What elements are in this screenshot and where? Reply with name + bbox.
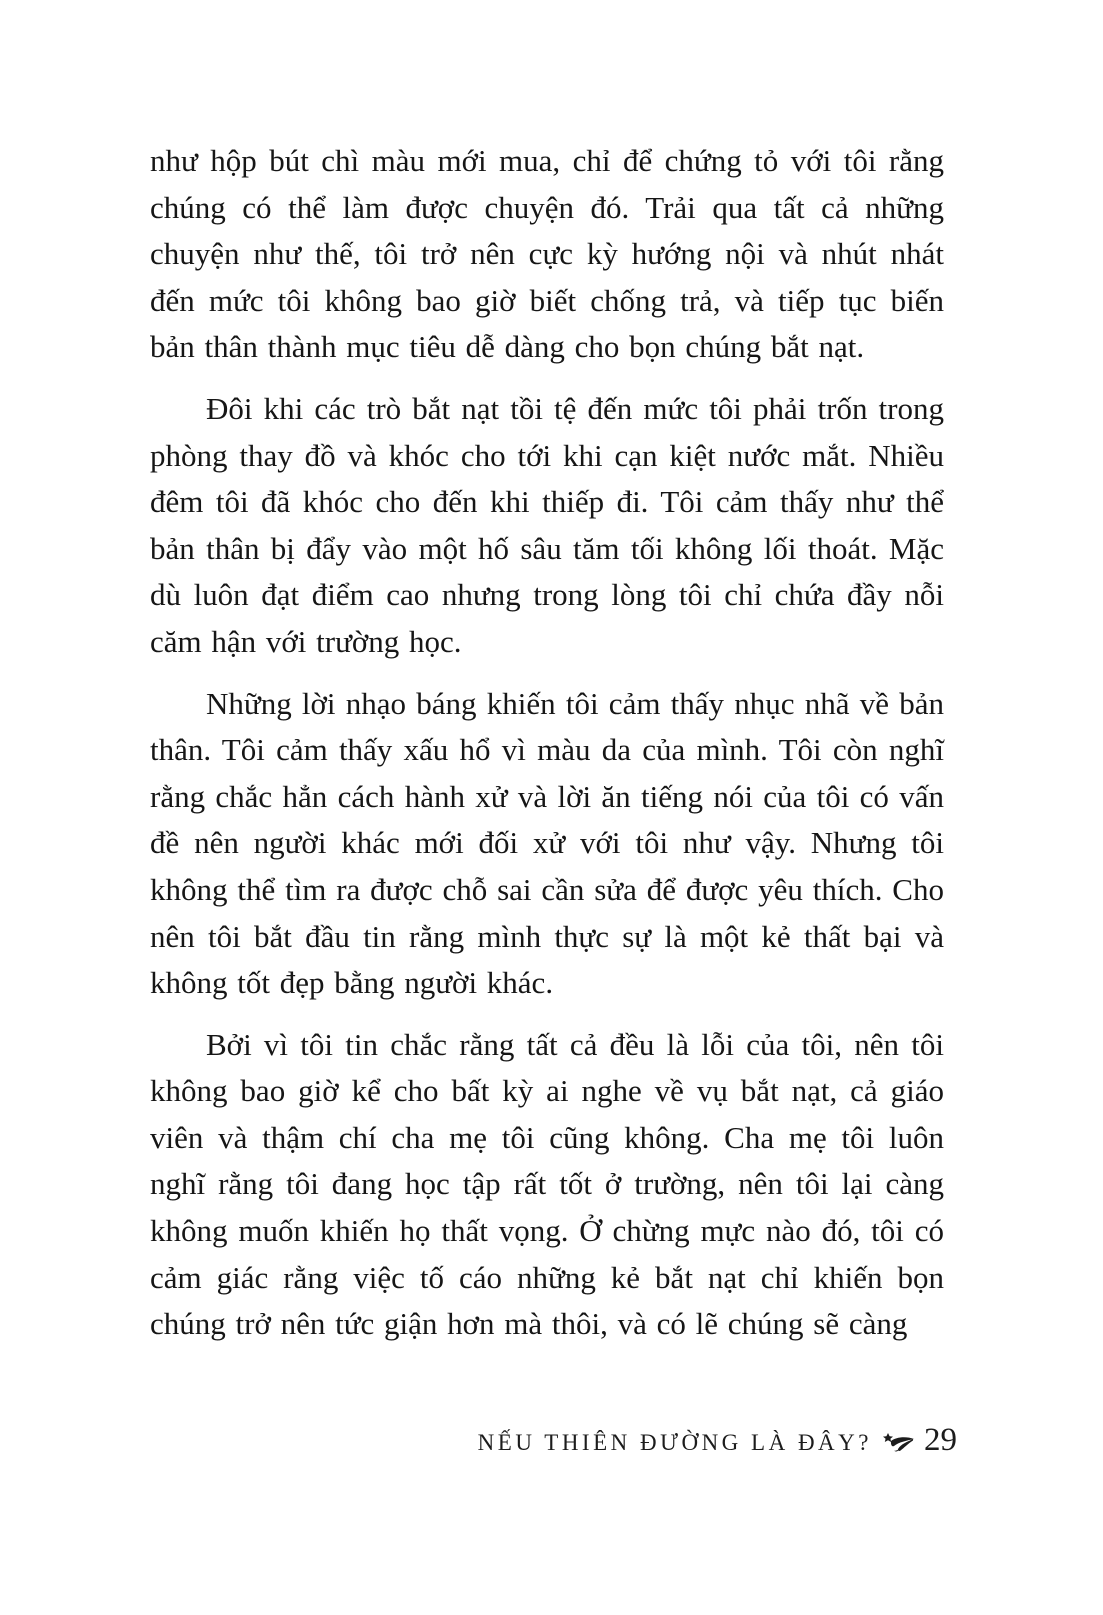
body-text <box>150 138 944 1363</box>
paragraph-1: như hộp bút chì màu mới mua, chỉ để chứng tỏ với tôi rằng chúng có thể làm được chuyện đó. Trải qua tất cả những chuyện như thế, tôi trở nên cực kỳ hướng nội và nhút nhát đến mức tôi không bao giờ biết chống trả, và tiếp tục biến bản thân thành mục tiêu dễ dàng cho bọn chúng bắt nạt. <box>150 143 944 365</box>
paragraph-2: Đôi khi các trò bắt nạt tồi tệ đến mức tôi phải trốn trong phòng thay đồ và khóc cho tới khi cạn kiệt nước mắt. Nhiều đêm tôi đã khóc cho đến khi thiếp đi. Tôi cảm thấy như thể bản thân bị đẩy vào một hố sâu tăm tối không lối thoát. Mặc dù luôn đạt điểm cao nhưng trong lòng tôi chỉ chứa đầy nỗi căm hận với trường học. <box>150 390 944 659</box>
fleuron-ornament-icon <box>882 1429 916 1453</box>
page-footer <box>478 1422 957 1459</box>
paragraph-3: Những lời nhạo báng khiến tôi cảm thấy nhục nhã về bản thân. Tôi cảm thấy xấu hổ vì màu da của mình. Tôi còn nghĩ rằng chắc hẳn cách hành xử và lời ăn tiếng nói của tôi có vấn đề nên người khác mới đối xử với tôi như vậy. Nhưng tôi không thể tìm ra được chỗ sai cần sửa để được yêu thích. Cho nên tôi bắt đầu tin rằng mình thực sự là một kẻ thất bại và không tốt đẹp bằng người khác. <box>150 685 944 1001</box>
running-title: NẾU THIÊN ĐƯỜNG LÀ ĐÂY? <box>477 1430 872 1455</box>
page-number: 29 <box>924 1422 957 1458</box>
paragraph-4: Bởi vì tôi tin chắc rằng tất cả đều là lỗi của tôi, nên tôi không bao giờ kể cho bất kỳ ai nghe về vụ bắt nạt, cả giáo viên và thậm chí cha mẹ tôi cũng không. Cha mẹ tôi luôn nghĩ rằng tôi đang học tập rất tốt ở trường, nên tôi lại càng không muốn khiến họ thất vọng. Ở chừng mực nào đó, tôi có cảm giác rằng việc tố cáo những kẻ bắt nạt chỉ khiến bọn chúng trở nên tức giận hơn mà thôi, và có lẽ chúng sẽ càng <box>150 1026 944 1342</box>
